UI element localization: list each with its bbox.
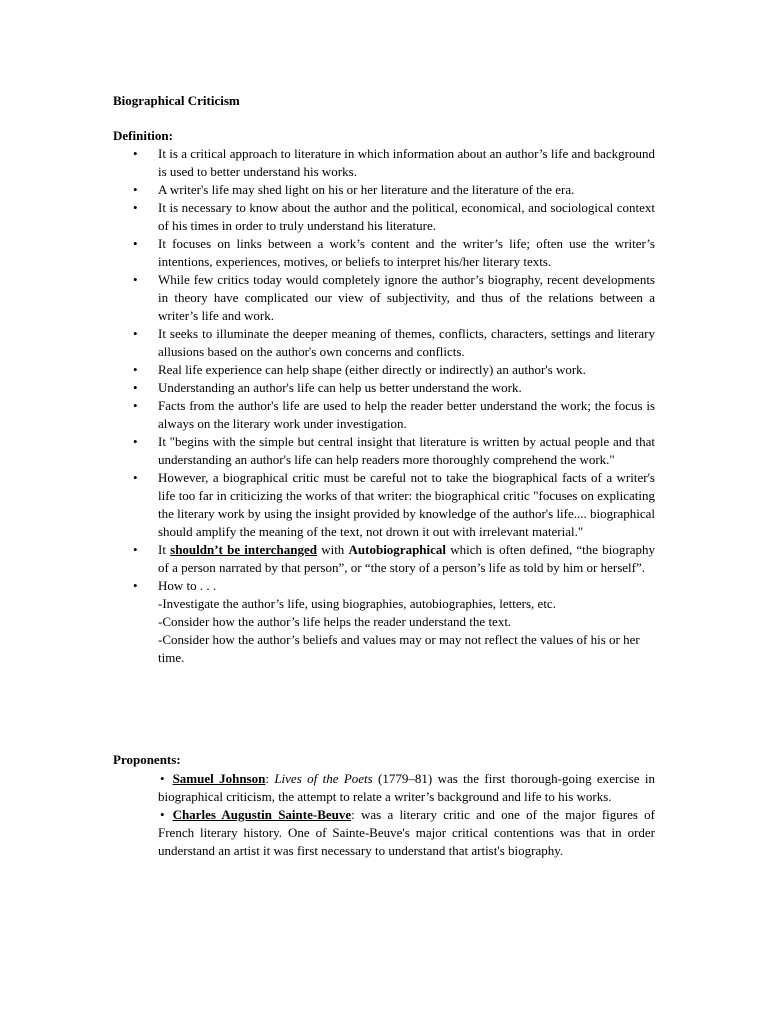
list-item-text: However, a biographical critic must be careful not to take the biographical facts of a writer's life too far in criticizing the works of that writer: the biographical critic "focuses on explicating the literary work by using the insight provided by knowledge of the author's life.... biographical should amplify the meaning of the text, not drown it out with irrelevant material."	[158, 470, 655, 539]
bullet-icon: •	[133, 326, 138, 341]
bullet-icon: •	[133, 542, 138, 557]
proponents-heading: Proponents:	[113, 752, 181, 767]
proponent-name: Charles Augustin Sainte-Beuve	[172, 807, 352, 822]
bullet-icon: •	[133, 362, 138, 377]
proponents-list	[0, 770, 768, 860]
list-item-text: While few critics today would completely ignore the author’s biography, recent developments in theory have complicated our view of subjectivity, and thus of the relations between a writer’s life and work.	[158, 272, 655, 323]
bullet-icon: •	[160, 807, 165, 822]
bullet-icon: •	[133, 398, 138, 413]
interchange-prefix: It	[158, 542, 171, 557]
list-item	[0, 199, 655, 235]
list-item-how-to	[0, 577, 655, 667]
list-item	[0, 379, 655, 397]
list-item-text: It is a critical approach to literature in which information about an author’s life and background is used to better understand his works.	[158, 146, 655, 179]
proponent-item	[0, 770, 655, 806]
how-to-step: -Investigate the author’s life, using biographies, autobiographies, letters, etc.	[158, 596, 556, 611]
bullet-icon: •	[133, 578, 138, 593]
list-item-text: Real life experience can help shape (either directly or indirectly) an author's work.	[158, 362, 586, 377]
list-item-text: It is necessary to know about the author and the political, economical, and sociological context of his times in order to truly understand his literature.	[158, 200, 655, 233]
list-item-interchange	[0, 541, 655, 577]
document-title: Biographical Criticism	[113, 93, 240, 108]
interchange-suffix: which is often defined, “the biography of a person narrated by that person”, or “the story of a person’s life as told by him or herself”.	[158, 542, 655, 575]
bullet-icon: •	[160, 771, 165, 786]
how-to-lead: How to . . .	[158, 578, 217, 593]
list-item	[0, 181, 655, 199]
how-to-step: -Consider how the author’s life helps the reader understand the text.	[158, 614, 512, 629]
proponent-colon: :	[351, 807, 361, 822]
list-item	[0, 235, 655, 271]
list-item-text: Facts from the author's life are used to help the reader better understand the work; the focus is always on the literary work under investigation.	[158, 398, 655, 431]
proponent-item	[0, 806, 655, 860]
interchange-emphasis: shouldn’t be interchanged	[170, 542, 317, 557]
list-item	[0, 145, 655, 181]
bullet-icon: •	[133, 272, 138, 287]
bullet-icon: •	[133, 200, 138, 215]
definition-heading: Definition:	[113, 128, 173, 143]
list-item-text: It "begins with the simple but central insight that literature is written by actual people and that understanding an author's life can help readers more thoroughly comprehend the work."	[158, 434, 655, 467]
list-item	[0, 433, 655, 469]
bullet-icon: •	[133, 434, 138, 449]
bullet-icon: •	[133, 146, 138, 161]
list-item	[0, 361, 655, 379]
list-item	[0, 325, 655, 361]
list-item-text: It focuses on links between a work’s content and the writer’s life; often use the writer’s intentions, experiences, motives, or beliefs to interpret his/her literary texts.	[158, 236, 655, 269]
proponent-name: Samuel Johnson	[172, 771, 266, 786]
definition-list	[0, 145, 768, 667]
bullet-icon: •	[133, 470, 138, 485]
list-item-text: A writer's life may shed light on his or her literature and the literature of the era.	[158, 182, 575, 197]
proponent-work-title: Lives of the Poets	[274, 771, 373, 786]
list-item	[0, 271, 655, 325]
how-to-step: -Consider how the author’s beliefs and values may or may not reflect the values of his or her time.	[158, 632, 640, 665]
bullet-icon: •	[133, 236, 138, 251]
list-item	[0, 469, 655, 541]
bullet-icon: •	[133, 380, 138, 395]
proponent-colon: :	[265, 771, 275, 786]
list-item-text: It seeks to illuminate the deeper meaning of themes, conflicts, characters, settings and literary allusions based on the author's own concerns and conflicts.	[158, 326, 655, 359]
proponent-text: (1779–81) was the first thorough-going exercise in biographical criticism, the attempt to relate a writer’s background and life to his works.	[158, 771, 655, 804]
list-item-text: Understanding an author's life can help us better understand the work.	[158, 380, 522, 395]
proponent-text: was a literary critic and one of the major figures of French literary history. One of Sainte-Beuve's major critical contentions was that in order understand an artist it was first necessary to understand that artist's biography.	[158, 807, 655, 858]
autobiographical-term: Autobiographical	[348, 542, 447, 557]
bullet-icon: •	[133, 182, 138, 197]
interchange-middle: with	[317, 542, 349, 557]
list-item	[0, 397, 655, 433]
